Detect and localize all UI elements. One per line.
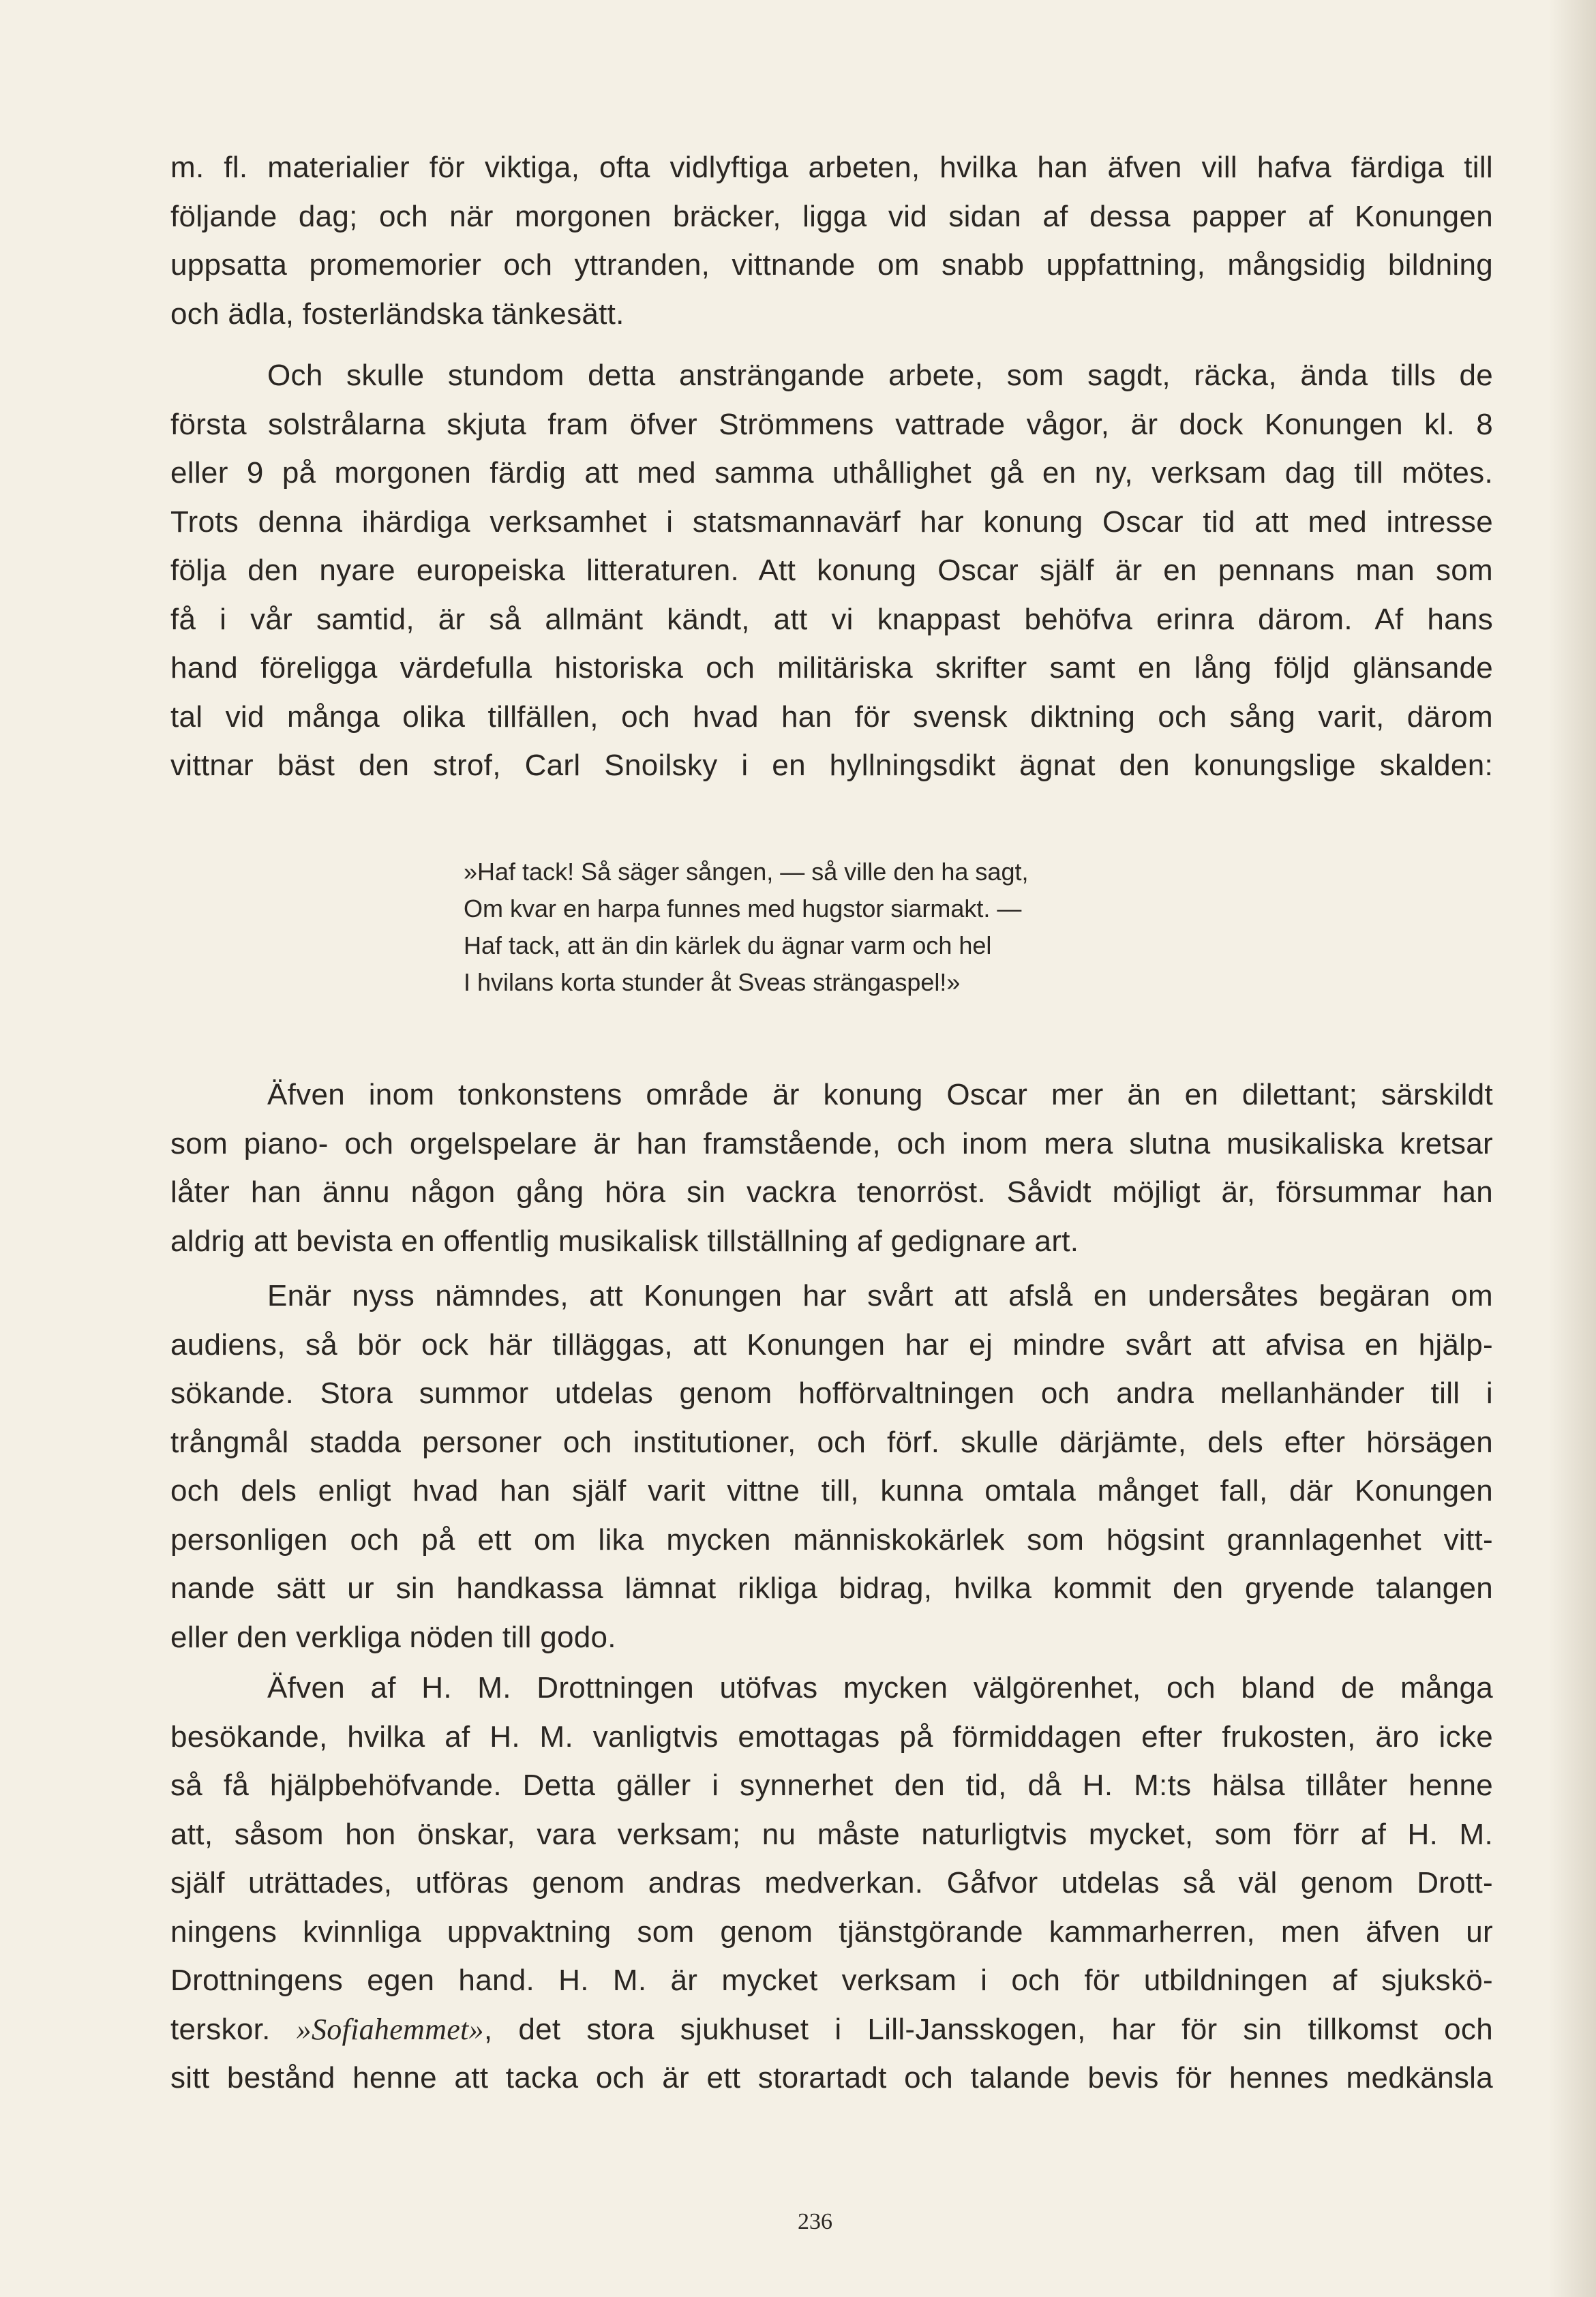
paragraph-charity-king	[170, 1272, 1493, 1662]
text-line: hand föreligga värdefulla historiska och militäriska skrifter samt en lång följd glänsande	[170, 651, 1493, 685]
text-line: ningens kvinnliga uppvaktning som genom tjänstgörande kammarherren, men äfven ur	[170, 1915, 1493, 1949]
text-line: Trots denna ihärdiga verksamhet i statsmannavärf har konung Oscar tid att med intresse	[170, 505, 1493, 539]
text-line: Äfven af H. M. Drottningen utöfvas mycken välgörenhet, och bland de många	[267, 1671, 1493, 1705]
poem-line: I hvilans korta stunder åt Sveas strängaspel!»	[464, 968, 961, 996]
text-line: m. fl. materialier för viktiga, ofta vidlyftiga arbeten, hvilka han äfven vill hafva färdiga till	[170, 151, 1493, 184]
text-line: trångmål stadda personer och institutioner, och förf. skulle därjämte, dels efter hörsägen	[170, 1425, 1493, 1459]
text-line: nande sätt ur sin handkassa lämnat rikliga bidrag, hvilka kommit den gryende talangen	[170, 1572, 1493, 1605]
text-line: så få hjälpbehöfvande. Detta gäller i synnerhet den tid, då H. M:ts hälsa tillåter henne	[170, 1769, 1493, 1802]
poem-line: Om kvar en harpa funnes med hugstor siarmakt. —	[464, 895, 1022, 922]
text-line: aldrig att bevista en offentlig musikalisk tillställning af gedignare art.	[170, 1224, 1079, 1258]
page-number: 236	[798, 2209, 832, 2234]
text-line: att, såsom hon önskar, vara verksam; nu måste naturligtvis mycket, som förr af H. M.	[170, 1817, 1493, 1851]
text-line: själf uträttades, utföras genom andras medverkan. Gåfvor utdelas så väl genom Drott-	[170, 1866, 1493, 1900]
text-line: sitt bestånd henne att tacka och är ett storartadt och talande bevis för hennes medkänsla	[170, 2061, 1493, 2095]
text-line: eller 9 på morgonen färdig att med samma uthållighet gå en ny, verksam dag till mötes.	[170, 456, 1493, 490]
poem-line: Haf tack, att än din kärlek du ägnar varm och hel	[464, 931, 992, 959]
text-line: eller den verkliga nöden till godo.	[170, 1620, 616, 1654]
text-line: Enär nyss nämndes, att Konungen har svårt att afslå en undersåtes begäran om	[267, 1279, 1493, 1312]
text-line: som piano- och orgelspelare är han framstående, och inom mera slutna musikaliska kretsar	[170, 1126, 1493, 1160]
paragraph-music	[170, 1070, 1493, 1265]
text-line: första solstrålarna skjuta fram öfver Strömmens vattrade vågor, är dock Konungen kl. 8	[170, 407, 1493, 441]
text-line: Drottningens egen hand. H. M. är mycket verksam i och för utbildningen af sjukskö-	[170, 1964, 1493, 1997]
text-line: och ädla, fosterländska tänkesätt.	[170, 297, 624, 331]
text-line: tal vid många olika tillfällen, och hvad han för svensk diktning och sång varit, därom	[170, 700, 1493, 734]
text-line: besökande, hvilka af H. M. vanligtvis emottagas på förmiddagen efter frukosten, äro icke	[170, 1720, 1493, 1754]
text-line: vittnar bäst den strof, Carl Snoilsky i en hyllningsdikt ägnat den konungslige skalden:	[170, 749, 1493, 782]
text-line: Och skulle stundom detta ansträngande arbete, som sagdt, räcka, ända tills de	[267, 359, 1493, 392]
text-line: personligen och på ett om lika mycken människokärlek som högsint grannlagenhet vitt-	[170, 1522, 1493, 1557]
text-line: terskor. »Sofiahemmet», det stora sjukhuset i Lill-Jansskogen, har för sin tillkomst och	[170, 2012, 1493, 2046]
text-line: följande dag; och när morgonen bräcker, ligga vid sidan af dessa papper af Konungen	[170, 199, 1493, 233]
text-line: låter han ännu någon gång höra sin vackra tenorröst. Såvidt möjligt är, försummar han	[170, 1175, 1493, 1209]
paragraph-charity-queen	[170, 1664, 1493, 2103]
text-line: sökande. Stora summor utdelas genom hofförvaltningen och andra mellanhänder till i	[170, 1377, 1493, 1410]
text-line: uppsatta promemorier och yttranden, vittnande om snabb uppfattning, mångsidig bildning	[170, 248, 1493, 282]
text-line: följa den nyare europeiska litteraturen. Att konung Oscar själf är en pennans man som	[170, 554, 1493, 587]
poem-quotation	[464, 854, 1173, 1001]
text-line: och dels enligt hvad han själf varit vittne till, kunna omtala månget fall, där Konungen	[170, 1474, 1493, 1507]
paragraph-work-literature	[170, 351, 1493, 790]
poem-line: »Haf tack! Så säger sången, — så ville den ha sagt,	[464, 858, 1029, 886]
text-line: audiens, så bör ock här tilläggas, att Konungen har ej mindre svårt att afvisa en hjälp-	[170, 1327, 1493, 1362]
paragraph-continuation	[170, 143, 1493, 338]
text-line: få i vår samtid, är så allmänt kändt, att vi knappast behöfva erinra därom. Af hans	[170, 602, 1493, 636]
text-line: Äfven inom tonkonstens område är konung Oscar mer än en dilettant; särskildt	[267, 1078, 1493, 1111]
sofiahemmet-emphasis: »Sofiahemmet»	[296, 2012, 484, 2046]
page-edge-shadow	[1548, 0, 1596, 2297]
